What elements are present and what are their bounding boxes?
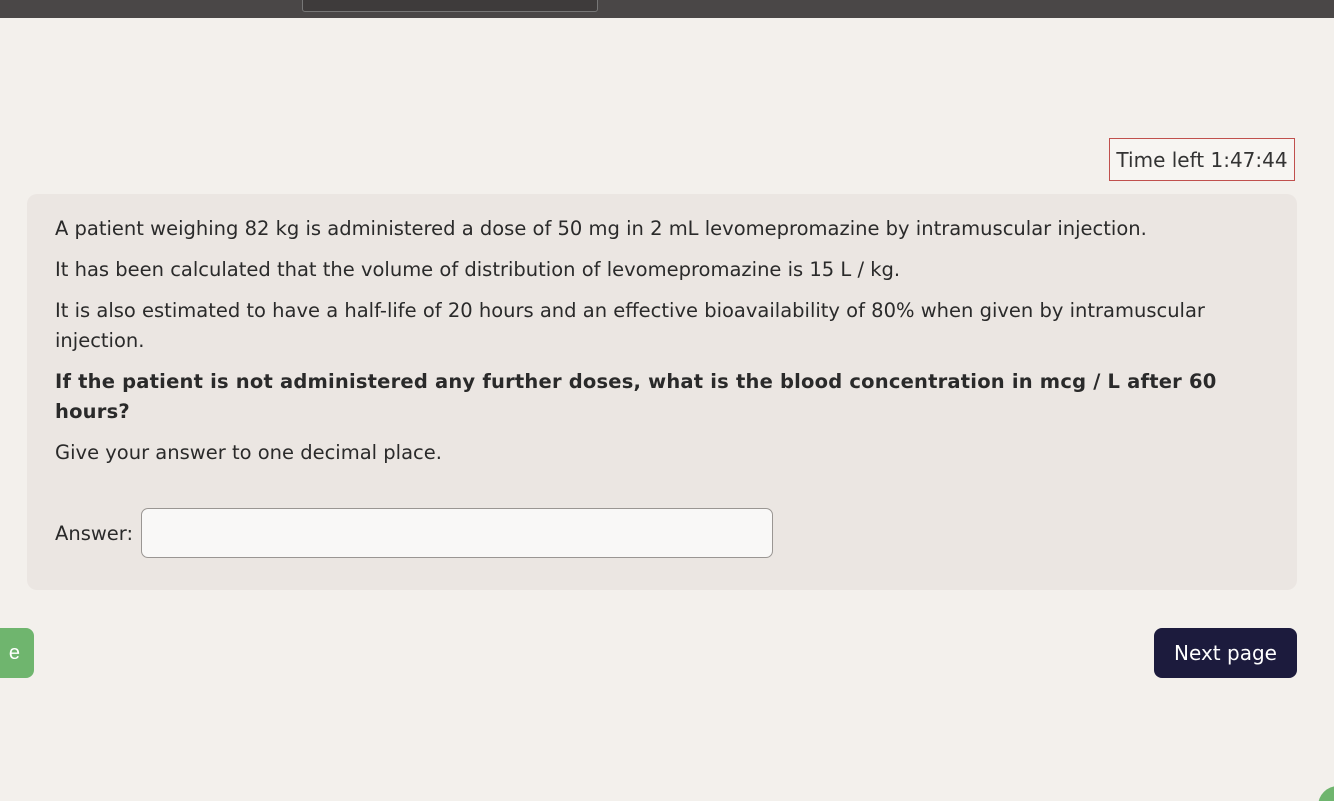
previous-page-button[interactable] <box>0 628 34 678</box>
question-card <box>27 194 1297 590</box>
question-text-line-3: It is also estimated to have a half-life of 20 hours and an effective bioavailability of 80% when given by intramuscular injection. <box>55 299 1205 352</box>
question-text-line-1: A patient weighing 82 kg is administered a dose of 50 mg in 2 mL levomepromazine by intramuscular injection. <box>55 217 1147 240</box>
question-instruction: Give your answer to one decimal place. <box>55 441 442 464</box>
next-page-button[interactable] <box>1154 628 1297 678</box>
time-left-indicator <box>1109 138 1295 181</box>
question-text-line-2: It has been calculated that the volume of distribution of levomepromazine is 15 L / kg. <box>55 258 901 281</box>
answer-label: Answer: <box>55 521 134 545</box>
answer-row <box>55 508 773 558</box>
toolbar-field[interactable] <box>302 0 598 12</box>
next-page-label: Next page <box>1174 641 1277 665</box>
corner-badge <box>1318 786 1334 801</box>
top-toolbar <box>0 0 1334 18</box>
answer-input[interactable] <box>141 508 773 558</box>
question-prompt: If the patient is not administered any further doses, what is the blood concentration in mcg / L after 60 hours? <box>55 370 1217 423</box>
time-left-text: Time left 1:47:44 <box>1116 147 1288 172</box>
previous-page-label: e <box>8 641 20 664</box>
